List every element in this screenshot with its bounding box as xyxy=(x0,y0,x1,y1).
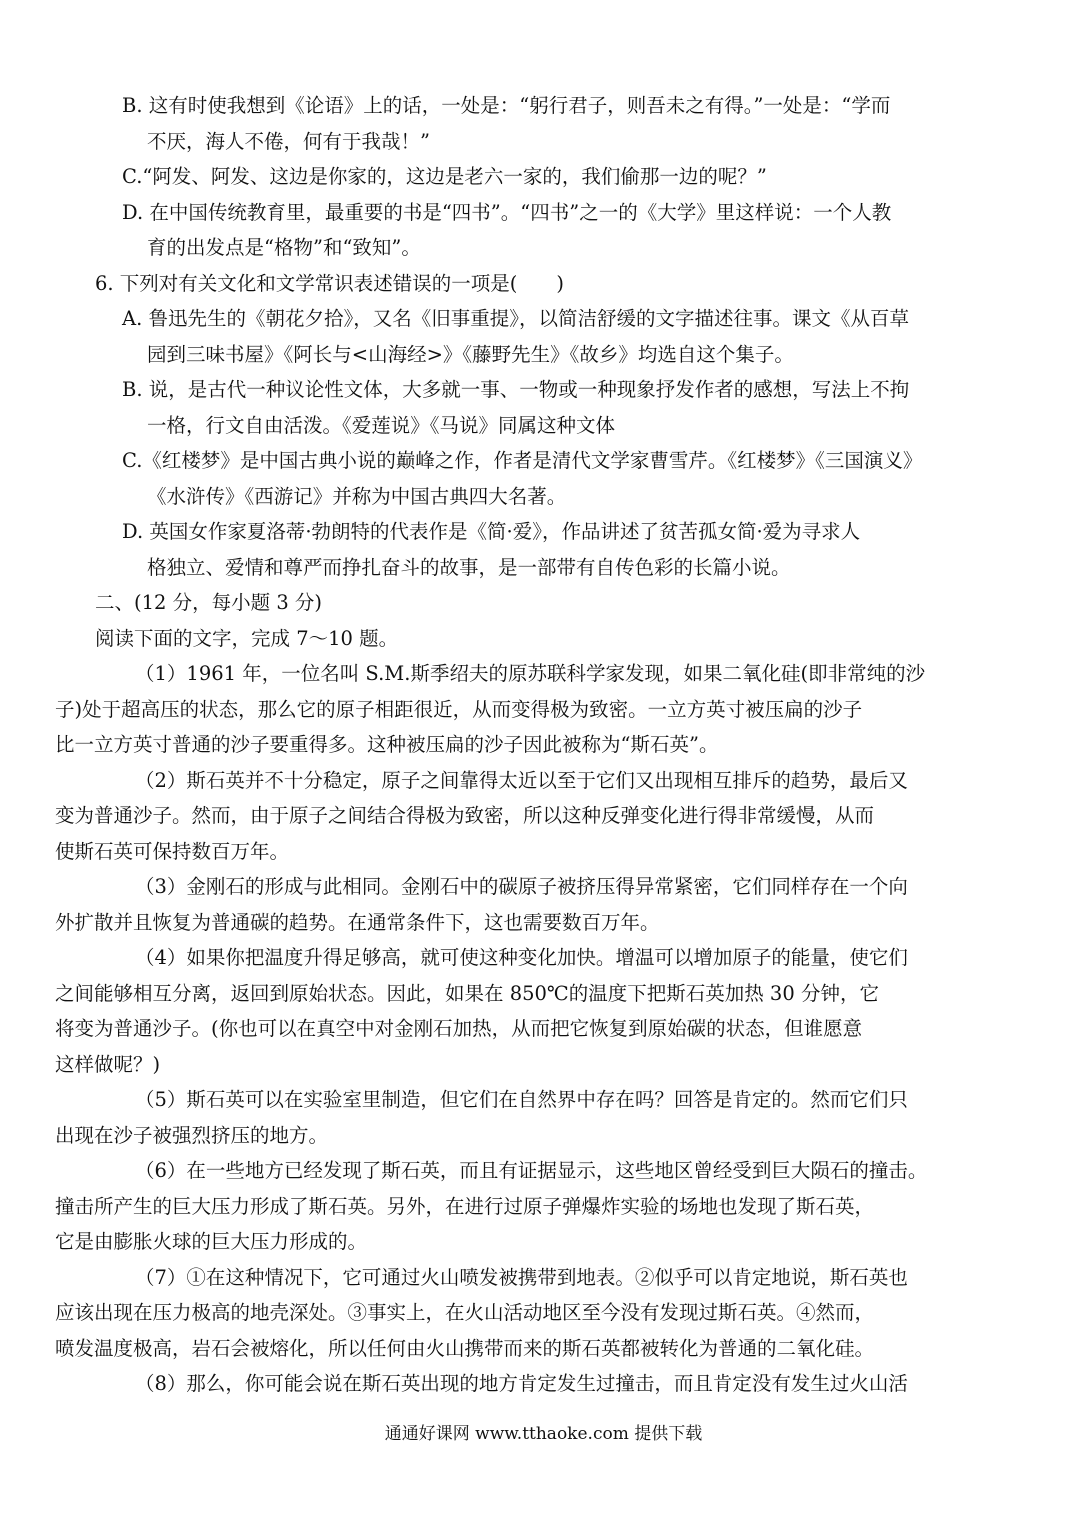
passage-line: 将变为普通沙子。(你也可以在真空中对金刚石加热，从而把它恢复到原始碳的状态，但谁愿意 xyxy=(55,1017,863,1040)
passage-paragraph-8 xyxy=(95,1366,1002,1402)
passage-line: 喷发温度极高，岩石会被熔化，所以任何由火山携带而来的斯石英都被转化为普通的二氧化硅。 xyxy=(55,1336,875,1360)
passage-line: （5）斯石英可以在实验室里制造，但它们在自然界中存在吗？回答是肯定的。然而它们只 xyxy=(135,1088,908,1111)
option-line: D. 英国女作家夏洛蒂·勃朗特的代表作是《简·爱》，作品讲述了贫苦孤女简·爱为寻求人 xyxy=(122,520,861,543)
option-line: B. 说，是古代一种议论性文体，大多就一事、一物或一种现象抒发作者的感想，写法上不拘 xyxy=(122,378,910,401)
passage-line: （8）那么，你可能会说在斯石英出现的地方肯定发生过撞击，而且肯定没有发生过火山活 xyxy=(135,1372,908,1395)
q6-option-d xyxy=(95,514,1002,585)
q5-option-d xyxy=(95,195,1002,266)
passage-line: 子)处于超高压的状态，那么它的原子相距很近，从而变得极为致密。一立方英寸被压扁的沙子 xyxy=(55,697,863,721)
reading-passage xyxy=(55,656,1002,1402)
question-stem: 6. 下列对有关文化和文学常识表述错误的一项是( ) xyxy=(95,271,565,295)
passage-line: 这样做呢？) xyxy=(55,1052,161,1076)
passage-line: （1）1961 年，一位名叫 S.M.斯季绍夫的原苏联科学家发现，如果二氧化硅(即非常纯的沙 xyxy=(135,662,926,685)
passage-line: 外扩散并且恢复为普通碳的趋势。在通常条件下，这也需要数百万年。 xyxy=(55,910,660,934)
passage-paragraph-2 xyxy=(55,763,1002,870)
option-line: C.《红楼梦》是中国古典小说的巅峰之作，作者是清代文学家曹雪芹。《红楼梦》《三国演义》 xyxy=(122,449,923,472)
reading-instruction: 阅读下面的文字，完成 7～10 题。 xyxy=(95,626,399,650)
q5-option-c xyxy=(95,159,1002,195)
q6-option-c xyxy=(95,443,1002,514)
option-line: C.“阿发、阿发、这边是你家的，这边是老六一家的，我们偷那一边的呢？” xyxy=(122,165,767,188)
passage-line: （3）金刚石的形成与此相同。金刚石中的碳原子被挤压得异常紧密，它们同样存在一个向 xyxy=(135,875,908,898)
passage-line: 之间能够相互分离，返回到原始状态。因此，如果在 850℃的温度下把斯石英加热 30 分钟，它 xyxy=(55,981,879,1005)
passage-line: 它是由膨胀火球的巨大压力形成的。 xyxy=(55,1230,368,1253)
page-footer: 通通好课网 www.tthaoke.com 提供下载 xyxy=(384,1424,703,1444)
option-line: A. 鲁迅先生的《朝花夕拾》，又名《旧事重提》，以简洁舒缓的文字描述往事。课文《从百草 xyxy=(122,307,909,330)
q6-option-a xyxy=(95,301,1002,372)
option-line: 一格，行文自由活泼。《爱莲说》《马说》同属这种文体 xyxy=(147,413,616,437)
passage-line: （2）斯石英并不十分稳定，原子之间靠得太近以至于它们又出现相互排斥的趋势，最后又 xyxy=(135,768,908,792)
option-line: 《水浒传》《西游记》并称为中国古典四大名著。 xyxy=(147,484,567,508)
option-line: 不厌，海人不倦，何有于我哉！” xyxy=(147,129,430,153)
option-line: D. 在中国传统教育里，最重要的书是“四书”。“四书”之一的《大学》里这样说：一个人教 xyxy=(122,200,892,224)
passage-paragraph-4 xyxy=(55,940,1002,1082)
passage-line: （6）在一些地方已经发现了斯石英，而且有证据显示，这些地区曾经受到巨大陨石的撞击。 xyxy=(135,1159,928,1182)
option-line: B. 这有时使我想到《论语》上的话，一处是：“躬行君子，则吾未之有得。”一处是：“学而 xyxy=(122,94,891,117)
q6-option-b xyxy=(95,372,1002,443)
passage-paragraph-5 xyxy=(55,1082,1002,1153)
option-line: 园到三味书屋》《阿长与<山海经>》《藤野先生》《故乡》均选自这个集子。 xyxy=(147,342,794,366)
q5-option-b xyxy=(95,88,1002,159)
passage-line: （7）①在这种情况下，它可通过火山喷发被携带到地表。②似乎可以肯定地说，斯石英也 xyxy=(135,1265,908,1289)
passage-paragraph-1 xyxy=(55,656,1002,763)
section-heading: 二、(12 分，每小题 3 分) xyxy=(95,591,323,614)
passage-line: （4）如果你把温度升得足够高，就可使这种变化加快。增温可以增加原子的能量，使它们 xyxy=(135,946,908,969)
passage-line: 使斯石英可保持数百万年。 xyxy=(55,839,290,863)
passage-paragraph-7 xyxy=(55,1260,1002,1367)
passage-line: 出现在沙子被强烈挤压的地方。 xyxy=(55,1123,329,1147)
passage-paragraph-6 xyxy=(55,1153,1002,1260)
option-line: 育的出发点是“格物”和“致知”。 xyxy=(147,236,421,259)
passage-line: 应该出现在压力极高的地壳深处。③事实上，在火山活动地区至今没有发现过斯石英。④然而， xyxy=(55,1301,875,1324)
question-6 xyxy=(95,266,1002,586)
passage-line: 撞击所产生的巨大压力形成了斯石英。另外，在进行过原子弹爆炸实验的场地也发现了斯石英， xyxy=(55,1194,875,1218)
passage-paragraph-3 xyxy=(55,869,1002,940)
passage-line: 变为普通沙子。然而，由于原子之间结合得极为致密，所以这种反弹变化进行得非常缓慢，从而 xyxy=(55,804,875,827)
option-line: 格独立、爱情和尊严而挣扎奋斗的故事，是一部带有自传色彩的长篇小说。 xyxy=(147,555,791,579)
passage-line: 比一立方英寸普通的沙子要重得多。这种被压扁的沙子因此被称为“斯石英”。 xyxy=(55,733,719,756)
q5-options xyxy=(95,88,1002,266)
